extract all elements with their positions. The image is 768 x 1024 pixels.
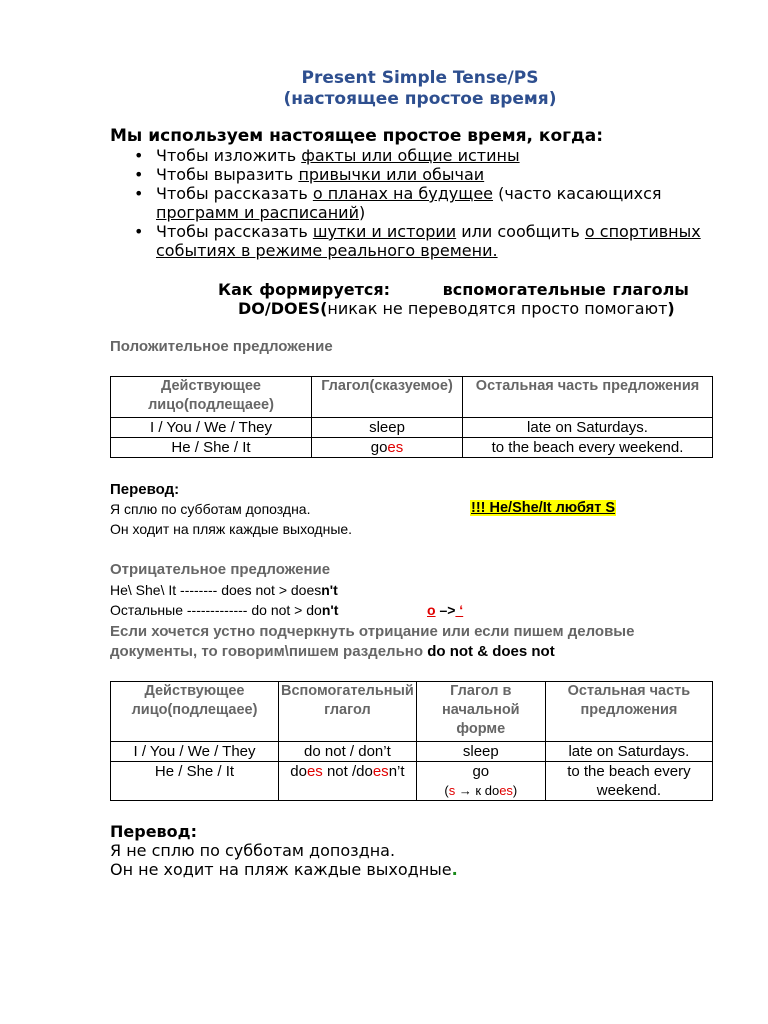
emphasis-note: Если хочется устно подчеркнуть отрицание или если пишем деловые документы, то говорим\пишем раздельно do not & does not <box>110 623 635 660</box>
bullet-icon: • <box>134 222 144 241</box>
highlight-note: !!! He/She/It любят S <box>471 500 616 516</box>
table-row <box>111 418 713 438</box>
list-item: • Чтобы рассказать о планах на будущее (часто касающихся программ и расписаний) <box>134 184 662 222</box>
table-row <box>111 742 713 762</box>
translation-line: Он ходит на пляж каждые выходные. <box>110 521 353 537</box>
table-cell: late on Saturdays. <box>545 742 712 762</box>
negative-rule-2: Остальные ------------- do not > don't <box>110 602 339 618</box>
translation-line: Я не сплю по субботам допоздна. <box>110 841 396 860</box>
formation-subheading: DO/DOES(никак не переводятся просто помогают) <box>238 299 675 318</box>
positive-table <box>110 376 713 458</box>
list-item: • Чтобы рассказать шутки и истории или сообщить о спортивных событиях в режиме реального времени. <box>134 222 701 260</box>
table-header-row <box>111 377 713 418</box>
title-line-2: (настоящее простое время) <box>283 89 557 109</box>
bullet-icon: • <box>134 146 144 165</box>
translation-line: Я сплю по субботам допоздна. <box>110 501 311 517</box>
table-header: Остальная часть предложения <box>545 682 712 742</box>
table-cell: goes <box>312 438 463 458</box>
table-header: Действующее лицо(подлещаее) <box>111 377 312 418</box>
negative-table <box>110 681 713 801</box>
verb-change-hint: (s → к does) <box>444 783 518 798</box>
table-cell: I / You / We / They <box>111 742 279 762</box>
table-cell: He / She / It <box>111 762 279 801</box>
table-cell: to the beach every weekend. <box>463 438 713 458</box>
table-cell: does not /doesn’t <box>279 762 417 801</box>
translation-line: Он не ходит на пляж каждые выходные. <box>110 860 458 879</box>
table-header: Действующее лицо(подлещаее) <box>111 682 279 742</box>
table-header-row <box>111 682 713 742</box>
negative-heading: Отрицательное предложение <box>110 561 331 578</box>
contraction-mark: o –> ‘ <box>427 602 464 618</box>
table-header: Глагол в начальной форме <box>416 682 545 742</box>
table-cell: I / You / We / They <box>111 418 312 438</box>
list-item: • Чтобы выразить привычки или обычаи <box>134 165 485 184</box>
formation-heading: Как формируется: вспомогательные глаголы <box>218 280 689 299</box>
usage-list <box>110 146 730 260</box>
positive-heading: Положительное предложение <box>110 338 333 355</box>
list-item: • Чтобы изложить факты или общие истины <box>134 146 520 165</box>
table-cell: do not / don’t <box>279 742 417 762</box>
intro-heading: Мы используем настоящее простое время, когда: <box>110 126 604 146</box>
translation-label: Перевод: <box>110 481 180 498</box>
table-cell: to the beach every weekend. <box>545 762 712 801</box>
translation-label-2: Перевод: <box>110 822 197 841</box>
table-cell: sleep <box>312 418 463 438</box>
table-row <box>111 438 713 458</box>
table-cell: sleep <box>416 742 545 762</box>
bullet-icon: • <box>134 165 144 184</box>
title-line-1: Present Simple Tense/PS <box>301 68 539 88</box>
table-header: Остальная часть предложения <box>463 377 713 418</box>
table-cell: late on Saturdays. <box>463 418 713 438</box>
table-cell: go (s → к does) <box>416 762 545 801</box>
table-header: Вспомогательный глагол <box>279 682 417 742</box>
table-cell: He / She / It <box>111 438 312 458</box>
arrow-right-icon: → <box>458 783 472 798</box>
table-header: Глагол(сказуемое) <box>312 377 463 418</box>
negative-rule-1: He\ She\ It -------- does not > doesn't <box>110 582 338 598</box>
bullet-icon: • <box>134 184 144 203</box>
table-row <box>111 762 713 801</box>
